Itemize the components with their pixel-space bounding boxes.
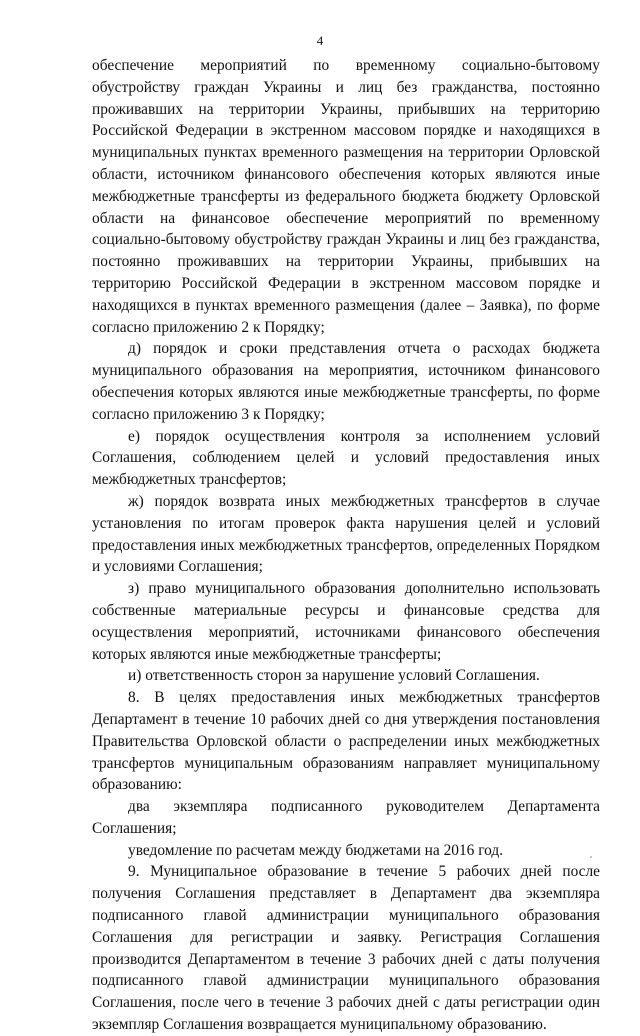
paragraph-section-8-item-1: два экземпляра подписанного руководителем Департамента Соглашения; bbox=[92, 798, 600, 837]
paragraph-item-z: з) право муниципального образования дополнительно использовать собственные материальные ресурсы и финансовые средства для осуществления мероприятий, источниками финансового обеспечения которых являются иные межбюджетные трансферты; bbox=[92, 580, 600, 663]
paragraph-item-d: д) порядок и сроки представления отчета о расходах бюджета муниципального образования на мероприятия, источником финансового обеспечения которых являются иные межбюджетные трансферты, по форме согласно приложению 3 к Порядку; bbox=[92, 340, 600, 423]
body-text bbox=[92, 55, 600, 1036]
paragraph-item-zh: ж) порядок возврата иных межбюджетных трансфертов в случае установления по итогам проверок факта нарушения целей и условий предоставления иных межбюджетных трансфертов, определенных Порядком и условиями Соглашения; bbox=[92, 492, 600, 576]
paragraph-continuation: обеспечение мероприятий по временному социально-бытовому обустройству граждан Украины и лиц без гражданства, постоянно проживавших на территории Украины, прибывших на территорию Российской Федерации в экстренном массовом порядке и находящихся в муниципальных пунктах временного размещения на территории Орловской области, источником финансового обеспечения которых являются иные межбюджетные трансферты из федерального бюджета бюджету Орловской области на финансовое обеспечение мероприятий по временному социально-бытовому обустройству граждан Украины и лиц без гражданства, постоянно проживавших на территории Украины, прибывших на территорию Российской Федерации в экстренном массовом порядке и находящихся в пунктах временного размещения (далее – Заявка), по форме согласно приложению 2 к Порядку; bbox=[92, 57, 600, 336]
paragraph-section-8-item-2: уведомление по расчетам между бюджетами на 2016 год. bbox=[128, 841, 504, 859]
paragraph-item-e: е) порядок осуществления контроля за исполнением условий Соглашения, соблюдением целей и условий предоставления иных межбюджетных трансфертов; bbox=[92, 427, 600, 489]
paragraph-section-8: 8. В целях предоставления иных межбюджетных трансфертов Департамент в течение 10 рабочих дней со дня утверждения постановления Правительства Орловской области о распределении иных межбюджетных трансфертов муниципальным образованиям направляет муниципальному образованию: bbox=[92, 689, 600, 794]
paragraph-section-9: 9. Муниципальное образование в течение 5 рабочих дней после получения Соглашения представляет в Департамент два экземпляра подписанного главой администрации муниципального образования Соглашения для регистрации и заявку. Регистрация Соглашения производится Департаментом в течение 3 рабочих дней с даты получения подписанного главой администрации муниципального образования Соглашения, после чего в течение 3 рабочих дней с даты регистрации один экземпляр Соглашения возвращается муниципальному образованию. bbox=[92, 863, 600, 1034]
page-number: 4 bbox=[316, 33, 324, 48]
paragraph-item-i: и) ответственность сторон за нарушение условий Соглашения. bbox=[128, 667, 540, 685]
scan-speck bbox=[590, 856, 592, 858]
